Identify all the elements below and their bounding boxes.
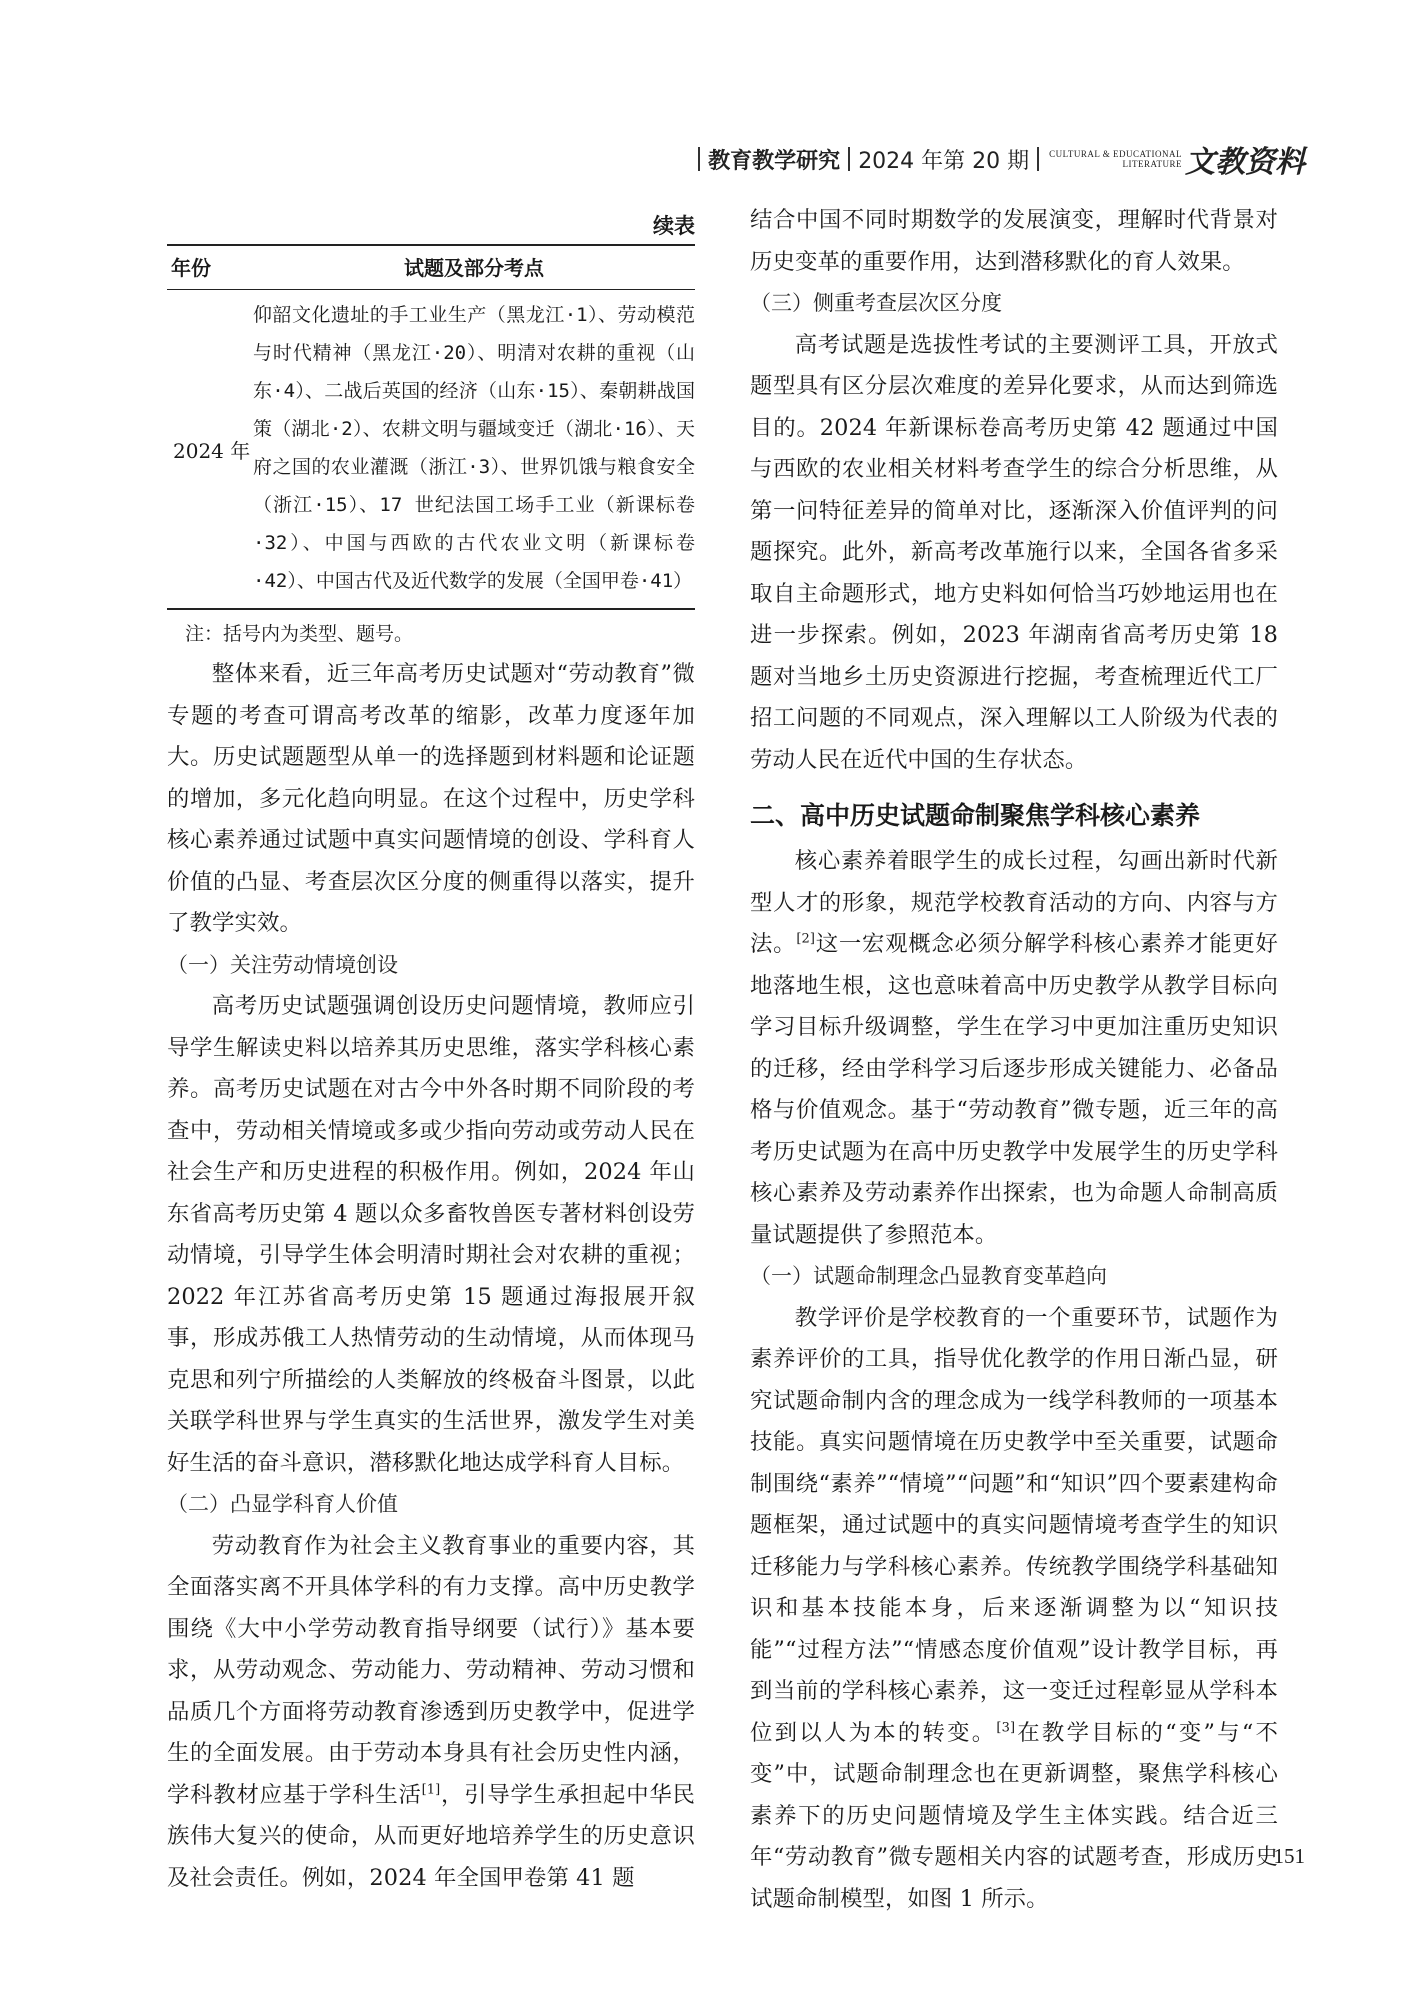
exam-topics-table [167, 244, 695, 610]
journal-logo-chinese: 文教资料 [1185, 145, 1305, 180]
header-section: 教育教学研究 [708, 148, 841, 174]
body-paragraph: 劳动教育作为社会主义教育事业的重要内容，其全面落实离不开具体学科的有力支撑。高中历史教学围绕《大中小学劳动教育指导纲要（试行）》基本要求，从劳动观念、劳动能力、劳动精神、劳动习惯和品质几个方面将劳动教育渗透到历史教学中，促进学生的全面发展。由于劳动本身具有社会历史性内涵，学科教材应基于学科生活[1]，引导学生承担起中华民族伟大复兴的使命，从而更好地培养学生的历史意识及社会责任。例如，2024 年全国甲卷第 41 题 [167, 1532, 695, 1891]
running-header [690, 137, 1305, 181]
header-divider [698, 147, 700, 171]
journal-logo-english: CULTURAL & EDUCATIONAL LITERATURE [1049, 149, 1182, 169]
body-paragraph: 高考历史试题强调创设历史问题情境，教师应引导学生解读史料以培养其历史思维，落实学科核心素养。高考历史试题在对古今中外各时期不同阶段的考查中，劳动相关情境或多或少指向劳动或劳动人民在社会生产和历史进程的积极作用。例如，2024 年山东省高考历史第 4 题以众多畜牧兽医专著材料创设劳动情境，引导学生体会明清时期社会对农耕的重视；2022 年江苏省高考历史第 15 题通过海报展开叙事，形成苏俄工人热情劳动的生动情境，从而体现马克思和列宁所描绘的人类解放的终极奋斗图景，以此关联学科世界与学生真实的生活世界，激发学生对美好生活的奋斗意识，潜移默化地达成学科育人目标。 [167, 993, 695, 1476]
body-paragraph: 教学评价是学校教育的一个重要环节，试题作为素养评价的工具，指导优化教学的作用日渐凸显，研究试题命制内含的理念成为一线学科教师的一项基本技能。真实问题情境在历史教学中至关重要，试题命制围绕“素养”“情境”“问题”和“知识”四个要素建构命题框架，通过试题中的真实问题情境考查学生的知识迁移能力与学科核心素养。传统教学围绕学科基础知识和基本技能本身，后来逐渐调整为以“知识技能”“过程方法”“情感态度价值观”设计教学目标，再到当前的学科核心素养，这一变迁过程彰显从学科本位到以人为本的转变。[3]在教学目标的“变”与“不变”中，试题命制理念也在更新调整，聚焦学科核心素养下的历史问题情境及学生主体实践。结合近三年“劳动教育”微专题相关内容的试题考查，形成历史试题命制模型，如图 1 所示。 [750, 1304, 1279, 1912]
body-paragraph: 高考试题是选拔性考试的主要测评工具，开放式题型具有区分层次难度的差异化要求，从而达到筛选目的。2024 年新课标卷高考历史第 42 题通过中国与西欧的农业相关材料考查学生的综合分析思维，从第一问特征差异的简单对比，逐渐深入价值评判的问题探究。此外，新高考改革施行以来，全国各省多采取自主命题形式，地方史料如何恰当巧妙地运用也在进一步探索。例如，2023 年湖南省高考历史第 18 题对当地乡土历史资源进行挖掘，考查梳理近代工厂招工问题的不同观点，深入理解以工人阶级为代表的劳动人民在近代中国的生存状态。 [750, 331, 1278, 773]
table-row [167, 290, 695, 610]
subsection-heading: （二）凸显学科育人价值 [167, 1492, 398, 1516]
body-paragraph: 结合中国不同时期数学的发展演变，理解时代背景对历史变革的重要作用，达到潜移默化的育人效果。 [750, 207, 1278, 275]
table-note: 注：括号内为类型、题号。 [185, 623, 414, 645]
citation-ref: [1] [421, 1782, 441, 1798]
header-divider [1037, 147, 1039, 171]
table-header-year: 年份 [167, 245, 253, 290]
table-continued-label: 续表 [653, 214, 695, 238]
body-paragraph: 整体来看，近三年高考历史试题对“劳动教育”微专题的考查可谓高考改革的缩影，改革力度逐年加大。历史试题题型从单一的选择题到材料题和论证题的增加，多元化趋向明显。在这个过程中，历史学科核心素养通过试题中真实问题情境的创设、学科育人价值的凸显、考查层次区分度的侧重得以落实，提升了教学实效。 [167, 661, 695, 936]
page-number: 151 [1273, 1844, 1305, 1868]
subsection-heading: （一）试题命制理念凸显教育变革趋向 [750, 1264, 1107, 1288]
right-column [750, 200, 1278, 1920]
left-column [167, 200, 695, 1899]
subsection-heading: （三）侧重考查层次区分度 [750, 291, 1002, 315]
table-header-topics: 试题及部分考点 [253, 245, 695, 290]
journal-logo [1049, 137, 1305, 181]
subsection-heading: （一）关注劳动情境创设 [167, 952, 398, 977]
section-heading: 二、高中历史试题命制聚焦学科核心素养 [750, 801, 1201, 830]
body-paragraph: 核心素养着眼学生的成长过程，勾画出新时代新型人才的形象，规范学校教育活动的方向、内容与方法。[2]这一宏观概念必须分解学科核心素养才能更好地落地生根，这也意味着高中历史教学从教学目标向学习目标升级调整，学生在学习中更加注重历史知识的迁移，经由学科学习后逐步形成关键能力、必备品格与价值观念。基于“劳动教育”微专题，近三年的高考历史试题为在高中历史教学中发展学生的历史学科核心素养及劳动素养作出探索，也为命题人命制高质量试题提供了参照范本。 [750, 848, 1279, 1248]
table-cell-year: 2024 年 [167, 290, 253, 610]
header-divider [848, 147, 850, 171]
citation-ref: [3] [996, 1720, 1016, 1736]
table-cell-topics: 仰韶文化遗址的手工业生产（黑龙江·1）、劳动模范与时代精神（黑龙江·20）、明清对农耕的重视（山东·4）、二战后英国的经济（山东·15）、秦朝耕战国策（湖北·2）、农耕文明与疆域变迁（湖北·16）、天府之国的农业灌溉（浙江·3）、世界饥饿与粮食安全（浙江·15）、17 世纪法国工场手工业（新课标卷·32）、中国与西欧的古代农业文明（新课标卷·42）、中国古代及近代数学的发展（全国甲卷·41） [253, 290, 695, 610]
header-issue: 2024 年第 20 期 [858, 148, 1030, 174]
citation-ref: [2] [796, 931, 816, 947]
